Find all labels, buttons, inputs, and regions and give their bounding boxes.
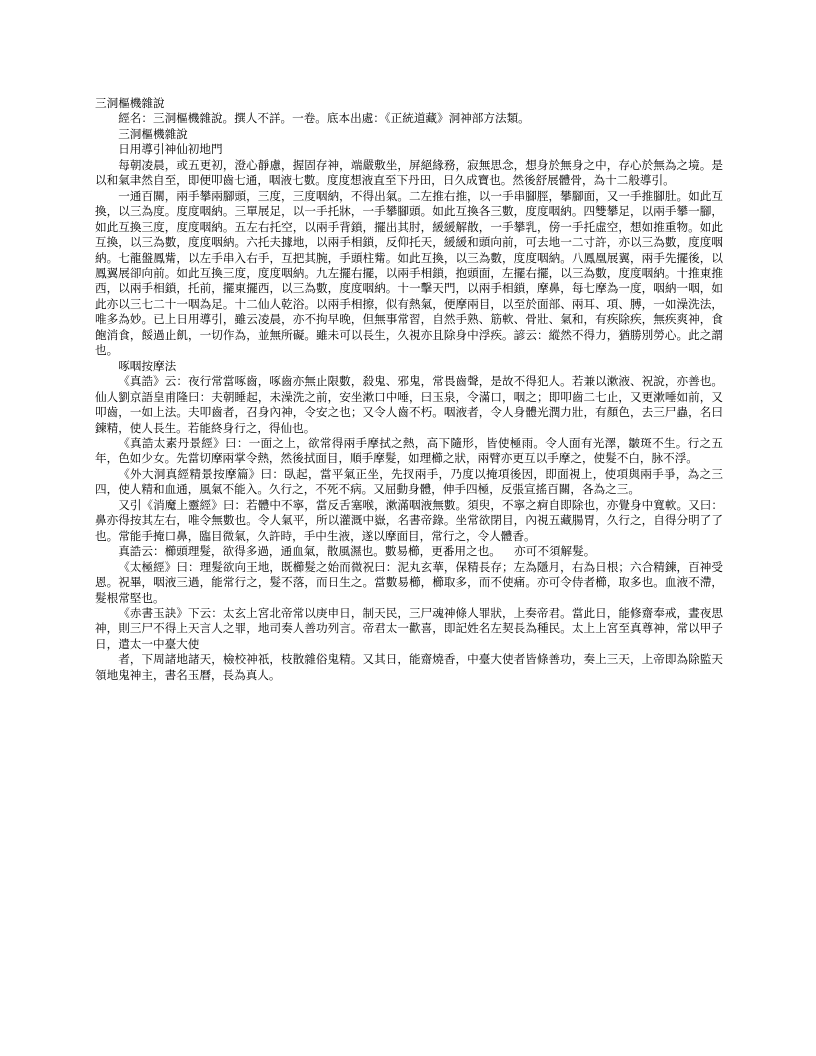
- paragraph-zhengao-comb: [95, 544, 723, 559]
- zhengao-comb-text-before: 真誥云：櫛頭理髮，欲得多過，通血氣，散風濕也。數易櫛，更番用之也。: [118, 544, 501, 559]
- paragraph-zhengao-quote: 《真誥》云：夜行常當啄齒，啄齒亦無止限數，殺鬼、邪鬼，常畏齒聲，是故不得犯人。若兼以漱液、祝說，亦善也。仙人劉京語皇甫隆曰：夫朝睡起，未澡洗之前，安坐漱口中唾，曰玉泉，令滿口，咽之；即叩齒二七止，又更漱唾如前，又叩齒，一如上法。夫叩齒者，召身內神，令安之也；又令人齒不朽。咽液者，令人身體光潤力壯，有顏色，去三尸蟲，名曰鍊精，使人長生。若能終身行之，得仙也。: [95, 374, 723, 435]
- work-title-repeat: 三洞樞機雜說: [118, 126, 188, 141]
- paragraph-twelve-exercises: 一通百關，兩手攀兩腳頭，三度，三度咽納，不得出氣。二左推右推，以一手串腳脛，攀腳面，又一手推腳肚。如此互換，以三為度。度度咽納。三單展足，以一手托牀，一手攀腳頭。如此互換各三數，度度咽納。四雙攀足，以兩手攀一腳，如此互換三度，度度咽納。五左右托空，以兩手背鎖，擺出其肘，緩緩解散，一手攀乳，傍一手托虛空，想如推重物。如此互換，以三為數，度度咽納。六托夫據地，以兩手相鎖，反仰托天，緩緩和頭向前，可去地一二寸許，亦以三為數，度度咽納。七龍盤鳳觜，以左手串入右手，互把其腕，手頭柱觜。如此互換，以三為數，度度咽納。八鳳凰展翼，兩手先擺後，以鳳翼展卻向前。如此互換三度，度度咽納。九左擺右擺，以兩手相鎖，抱頭面，左擺右擺，以三為數，度度咽納。十推東推西，以兩手相鎖，托前，擺東擺西，以三為數，度度咽納。十一擊天門，以兩手相鎖，摩鼻，每七摩為一度，咽納一咽，如此亦以三七二十一咽為足。十二仙人乾浴。以兩手相擦，似有熱氣，便摩兩目，以至於面部、兩耳、項、膊，一如澡洗法，唯多為妙。已上日用導引，雖云凌晨，亦不拘早晚，但無事常習，自然手熟、筋軟、骨壯、氣和，有疾除疾，無疾爽神，食飽消食，餒過止飢，一切作為，並無所礙。雖未可以長生，久視亦且除身中浮疾。諺云：縱然不得力，猶勝別勞心。此之謂也。: [95, 188, 723, 358]
- zhengao-comb-text-after: 亦可不須解髮。: [514, 544, 596, 559]
- paragraph-taiji-jing-quote: 《太極經》曰：理髮欲向王地，既櫛髮之始而微祝曰：泥丸玄華，保精長存；左為隱月，右為日根；六合精鍊，百神受恩。祝畢，咽液三過，能常行之，髮不落，而日生之。當數易櫛，櫛取多，而不使痛。亦可令侍者櫛，取多也。血液不滯，髮根常堅也。: [95, 559, 723, 605]
- document-body: [95, 96, 723, 683]
- paragraph-morning-practice: 每朝凌晨，或五更初，澄心靜慮，握固存神，端嚴敷坐，屏絕緣務，寂無思念，想身於無身之中，存心於無為之境。是以和氣聿然自至，即便叩齒七通，咽液七數。度度想液直至下丹田，日久成寶也。然後舒展體骨，為十二般導引。: [95, 157, 723, 188]
- bibliographic-note: 經名：三洞樞機雜說。撰人不詳。一卷。底本出處：《正統道藏》洞神部方法類。: [118, 111, 530, 126]
- section-heading-zhuoyan: 啄咽按摩法: [118, 358, 177, 373]
- paragraph-chishu-yujue-quote: 《赤書玉訣》下云：太玄上宮北帝常以庚申日，制天民，三尸魂神條人罪狀，上奏帝君。當此日，能修齋奉戒，晝夜思神，則三尸不得上天言人之罪，地司奏人善功列言。帝君太一歡喜，即記姓名左契長為種民。太上上宮至真尊神，常以甲子日，遣太一中臺大使: [95, 605, 723, 651]
- paragraph-chishu-yujue-continued: 者，下周諸地諸天，檢校神祇，枝散雜俗鬼精。又其日，能齋燒香，中臺大使者皆條善功，奏上三天，上帝即為除監天領地鬼神主，書名玉曆，長為真人。: [95, 652, 723, 682]
- doc-title: 三洞樞機雜說: [95, 96, 165, 110]
- section-heading-daoyin: 日用導引神仙初地門: [118, 142, 223, 157]
- paragraph-waidadong-quote: 《外大洞真經精景按摩篇》曰：臥起，當平氣正坐，先扠兩手，乃度以掩項後因，即面視上，使項與兩手爭，為之三四，使人精和血通，風氣不能入。久行之，不死不病。又屈動身體，伸手四極，反張宣搖百關，各為之三。: [95, 466, 723, 497]
- paragraph-xiaomo-quote: 又引《消魔上靈經》曰：若體中不寧，當反舌塞喉，漱滿咽液無數。須臾，不寧之痾自即除也，亦覺身中寬軟。又曰：鼻亦得按其左右，唯令無數也。令人氣平，所以灌溉中嶽，名書帝錄。坐常欲閉目，內視五藏腸胃，久行之，自得分明了了也。常能手掩口鼻，臨目微氣，久許時，手中生液，遂以摩面目，常行之，令人體香。: [95, 497, 723, 543]
- paragraph-taisu-danjing-quote: 《真誥太素丹景經》曰：一面之上，欲常得兩手摩拭之熱，高下隨形，皆使極雨。令人面有光澤，皺斑不生。行之五年，色如少女。先當切摩兩掌令熱，然後拭面目，順手摩髮，如理櫛之狀，兩臂亦更互以手摩之，使髮不白，脉不浮。: [95, 435, 723, 466]
